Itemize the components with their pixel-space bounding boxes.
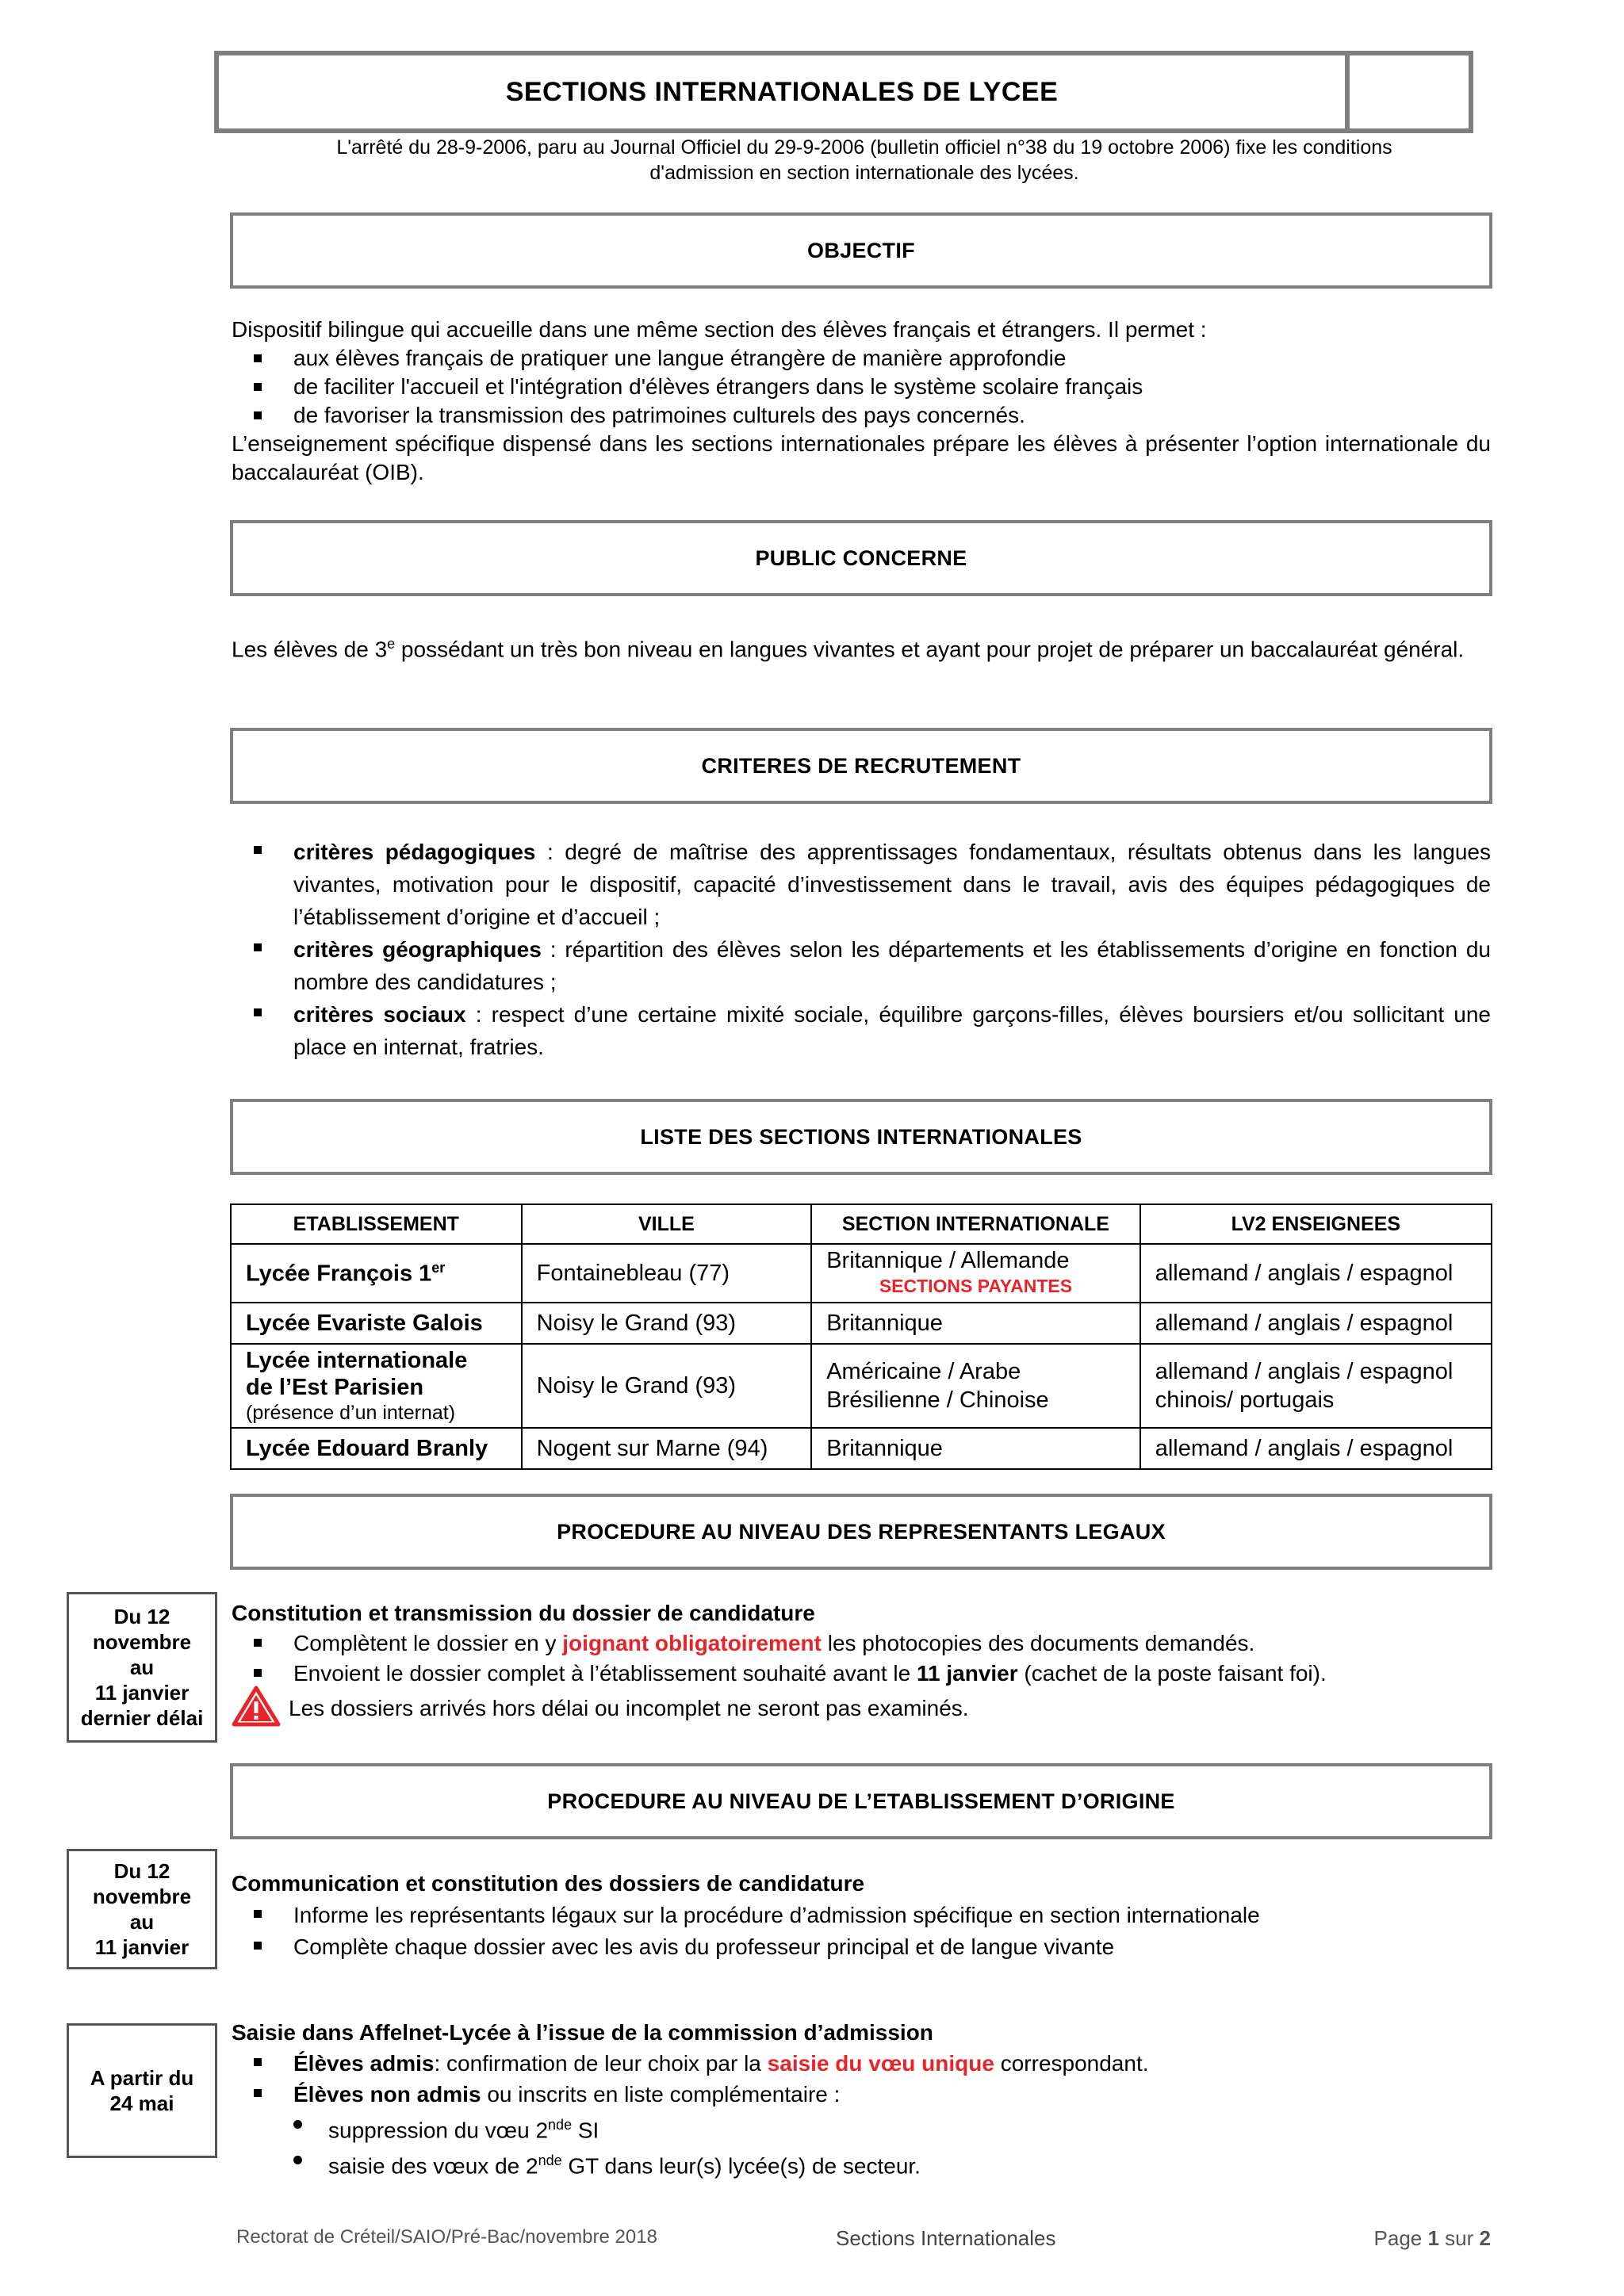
- table-cell: Lycée internationale de l’Est Parisien (présence d’un internat): [231, 1344, 522, 1428]
- list-item: saisie des vœux de 2nde GT dans leur(s) lycée(s) de secteur.: [232, 2145, 1491, 2181]
- table-header-row: [231, 1204, 1492, 1244]
- sections-table: [230, 1203, 1492, 1470]
- date-box-affelnet: A partir du 24 mai: [67, 2023, 217, 2158]
- list-item: suppression du vœu 2nde SI: [232, 2110, 1491, 2145]
- heading-criteres: CRITERES DE RECRUTEMENT: [230, 728, 1492, 804]
- column-header: LV2 ENSEIGNEES: [1140, 1204, 1492, 1244]
- table-cell: allemand / anglais / espagnol: [1140, 1244, 1492, 1303]
- title-divider: [1345, 55, 1350, 128]
- heading-objectif: OBJECTIF: [230, 212, 1492, 289]
- footer-left: Rectorat de Créteil/SAIO/Pré-Bac/novembre 2018: [236, 2226, 657, 2248]
- table-cell: allemand / anglais / espagnol: [1140, 1428, 1492, 1469]
- table-cell: Lycée François 1er: [231, 1244, 522, 1303]
- origine-section: [232, 1868, 1491, 1963]
- legaux-list: [232, 1628, 1491, 1689]
- list-item: Complètent le dossier en y joignant obligatoirement les photocopies des documents demandés.: [232, 1628, 1491, 1659]
- table-row: [231, 1344, 1492, 1428]
- legaux-title: Constitution et transmission du dossier de candidature: [232, 1601, 815, 1625]
- intro-text: [238, 135, 1491, 186]
- criteres-list: [232, 836, 1491, 1063]
- objectif-conclusion: L’enseignement spécifique dispensé dans les sections internationales prépare les élèves à présenter l’option internationale du baccalauréat (OIB).: [232, 431, 1491, 484]
- warning-line: Les dossiers arrivés hors délai ou incomplet ne seront pas examinés.: [232, 1693, 1491, 1724]
- origine-list: [232, 1900, 1491, 1963]
- date-box-legaux: Du 12 novembre au 11 janvier dernier délai: [67, 1592, 217, 1743]
- table-cell: Britannique: [811, 1428, 1140, 1469]
- table-row: [231, 1244, 1492, 1303]
- date-box-origine: Du 12 novembre au 11 janvier: [67, 1849, 217, 1969]
- column-header: SECTION INTERNATIONALE: [811, 1204, 1140, 1244]
- list-item: Élèves non admis ou inscrits en liste complémentaire :: [232, 2079, 1491, 2110]
- list-item: de favoriser la transmission des patrimoines culturels des pays concernés.: [232, 401, 1491, 430]
- list-item: Élèves admis: confirmation de leur choix par la saisie du vœu unique correspondant.: [232, 2048, 1491, 2079]
- table-cell: allemand / anglais / espagnol chinois/ portugais: [1140, 1344, 1492, 1428]
- footer-center: Sections Internationales: [836, 2226, 1056, 2250]
- affelnet-sublist: [232, 2110, 1491, 2182]
- table-cell: Noisy le Grand (93): [522, 1344, 812, 1428]
- table-cell: Fontainebleau (77): [522, 1244, 812, 1303]
- table-cell: Britannique: [811, 1303, 1140, 1344]
- footer-page: Page 1 sur 2: [1373, 2226, 1491, 2250]
- public-text: Les élèves de 3e possédant un très bon niveau en langues vivantes et ayant pour projet de préparer un baccalauréat général.: [232, 636, 1465, 662]
- objectif-intro: Dispositif bilingue qui accueille dans une même section des élèves français et étrangers. Il permet :: [232, 317, 1207, 342]
- list-item: Complète chaque dossier avec les avis du professeur principal et de langue vivante: [232, 1931, 1491, 1963]
- table-cell: allemand / anglais / espagnol: [1140, 1303, 1492, 1344]
- heading-procedure-legaux: PROCEDURE AU NIVEAU DES REPRESENTANTS LEGAUX: [230, 1494, 1492, 1570]
- page-title: SECTIONS INTERNATIONALES DE LYCEE: [505, 76, 1059, 107]
- list-item: critères pédagogiques : degré de maîtrise des apprentissages fondamentaux, résultats obtenus dans les langues vivantes, motivation pour le dispositif, capacité d’investissement dans le travail, avis des équipes pédagogiques de l’établissement d’origine et d’accueil ;: [232, 836, 1491, 933]
- legaux-section: [232, 1598, 1491, 1724]
- table-cell: Nogent sur Marne (94): [522, 1428, 812, 1469]
- warning-icon: [232, 1686, 281, 1727]
- table-cell: Lycée Edouard Branly: [231, 1428, 522, 1469]
- column-header: VILLE: [522, 1204, 812, 1244]
- origine-title: Communication et constitution des dossiers de candidature: [232, 1871, 865, 1896]
- heading-liste: LISTE DES SECTIONS INTERNATIONALES: [230, 1099, 1492, 1175]
- objectif-list: [232, 344, 1491, 430]
- heading-procedure-origine: PROCEDURE AU NIVEAU DE L’ETABLISSEMENT D’ORIGINE: [230, 1763, 1492, 1839]
- list-item: critères géographiques : répartition des élèves selon les départements et les établissements d’origine en fonction du nombre des candidatures ;: [232, 933, 1491, 998]
- list-item: critères sociaux : respect d’une certaine mixité sociale, équilibre garçons-filles, élèves boursiers et/ou sollicitant une place en internat, fratries.: [232, 998, 1491, 1063]
- objectif-section: [232, 316, 1491, 487]
- table-cell: Britannique / Allemande SECTIONS PAYANTES: [811, 1244, 1140, 1303]
- affelnet-list: [232, 2048, 1491, 2110]
- table-row: [231, 1303, 1492, 1344]
- affelnet-title: Saisie dans Affelnet-Lycée à l’issue de la commission d’admission: [232, 2020, 933, 2045]
- affelnet-section: [232, 2017, 1491, 2182]
- table-row: [231, 1428, 1492, 1469]
- list-item: Informe les représentants légaux sur la procédure d’admission spécifique en section internationale: [232, 1900, 1491, 1931]
- intro-line-2: d'admission en section internationale des lycées.: [649, 162, 1079, 184]
- list-item: de faciliter l'accueil et l'intégration d'élèves étrangers dans le système scolaire français: [232, 373, 1491, 401]
- table-cell: Lycée Evariste Galois: [231, 1303, 522, 1344]
- title-frame: [214, 51, 1473, 133]
- table-cell: Américaine / Arabe Brésilienne / Chinoise: [811, 1344, 1140, 1428]
- paid-note: SECTIONS PAYANTES: [879, 1276, 1073, 1296]
- list-item: Envoient le dossier complet à l’établissement souhaité avant le 11 janvier (cachet de la poste faisant foi).: [232, 1659, 1491, 1689]
- list-item: aux élèves français de pratiquer une langue étrangère de manière approfondie: [232, 344, 1491, 373]
- table-cell: Noisy le Grand (93): [522, 1303, 812, 1344]
- intro-line-1: L'arrêté du 28-9-2006, paru au Journal Officiel du 29-9-2006 (bulletin officiel n°38 du 19 octobre 2006) fixe les conditions: [336, 136, 1392, 159]
- column-header: ETABLISSEMENT: [231, 1204, 522, 1244]
- heading-public: PUBLIC CONCERNE: [230, 520, 1492, 596]
